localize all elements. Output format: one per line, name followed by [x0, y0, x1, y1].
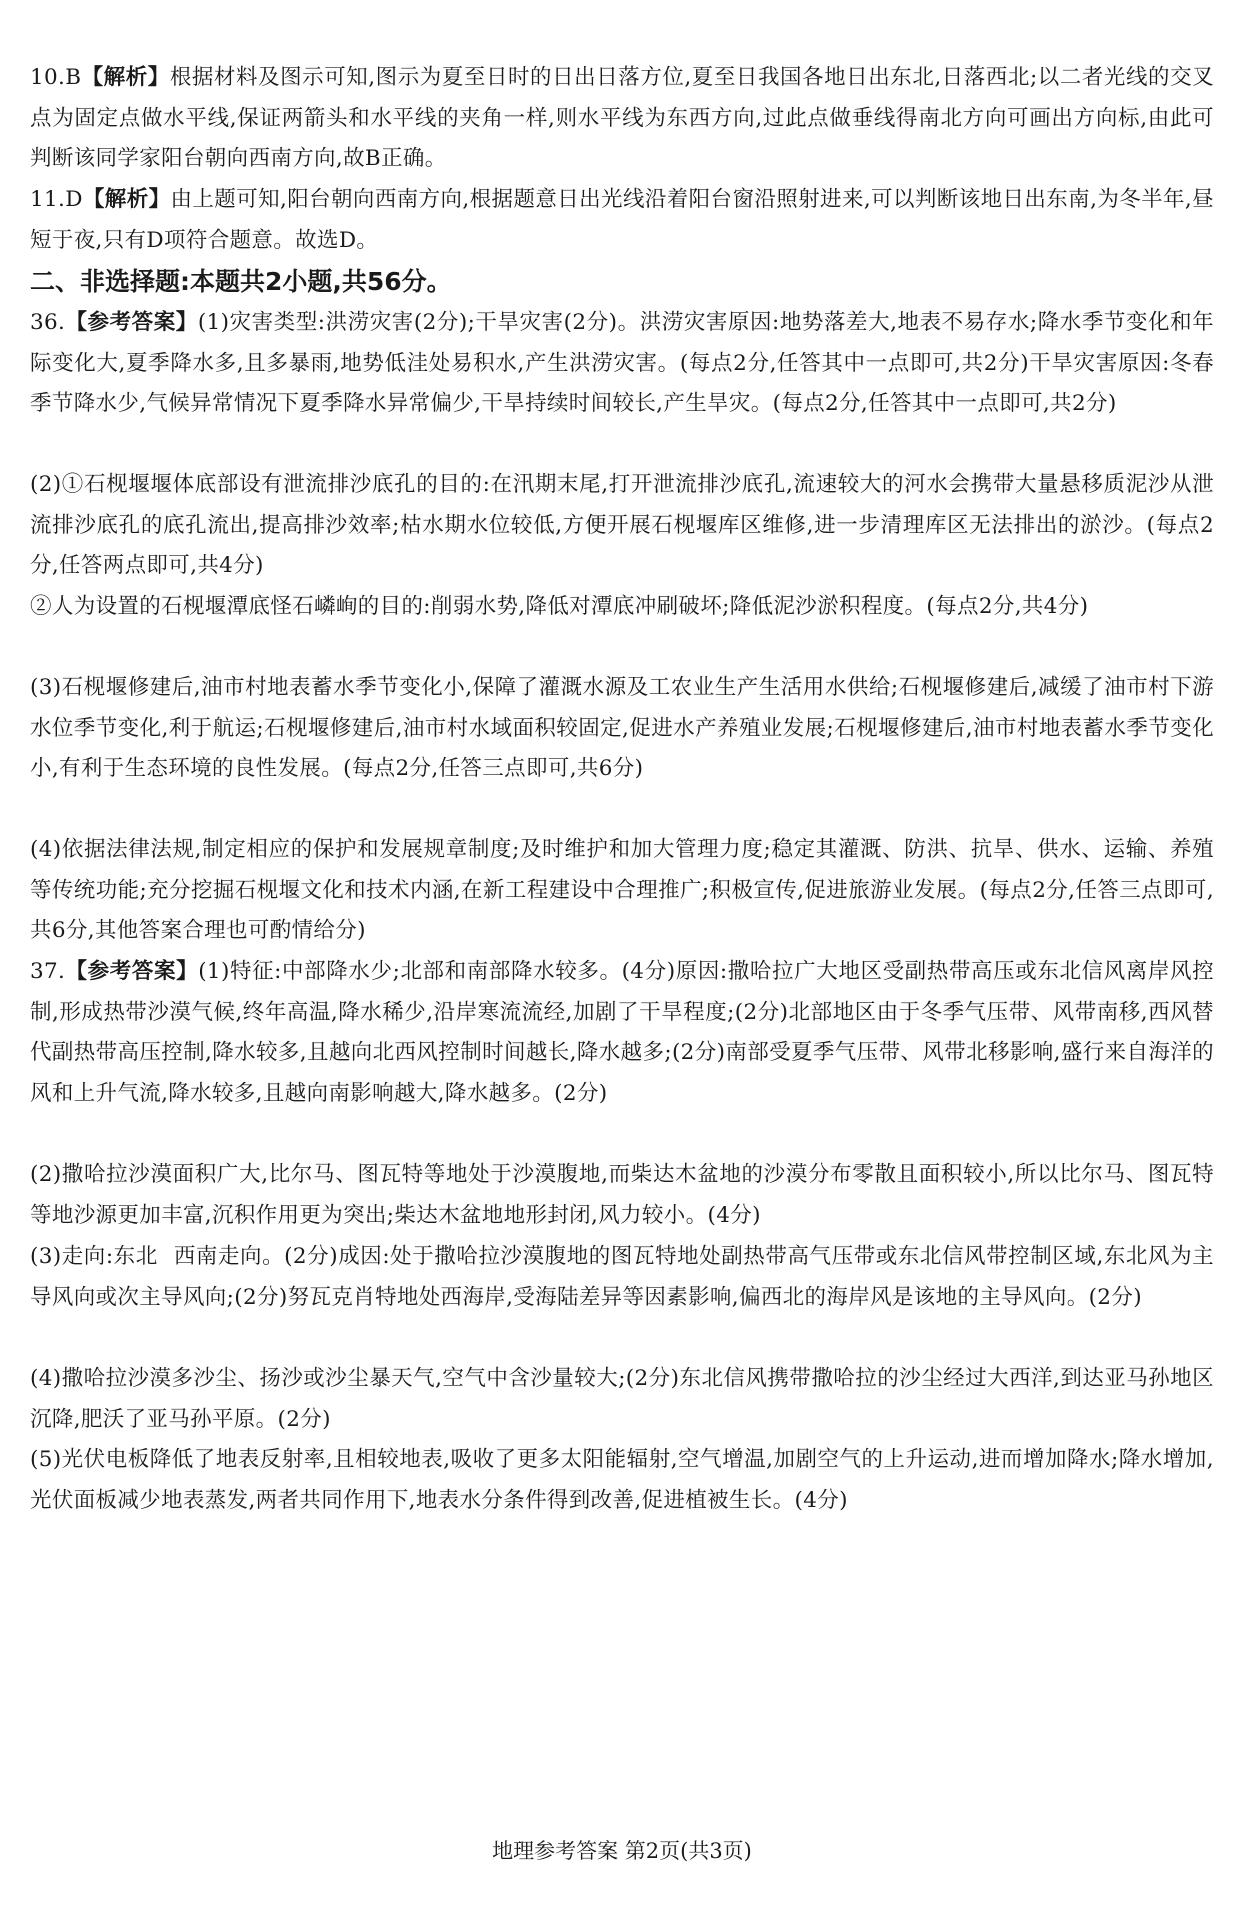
answer-36-part1 [30, 303, 1214, 425]
answer-37-part1-text: (1)特征:中部降水少;北部和南部降水较多。(4分)原因:撒哈拉广大地区受副热带高压或东北信风离岸风控制,形成热带沙漠气候,终年高温,降水稀少,沿岸寒流流经,加剧了干旱程度;(2分)北部地区由于冬季气压带、风带南移,西风替代副热带高压控制,降水较多,且越向北西风控制时间越长,降水越多;(2分)南部受夏季气压带、风带北移影响,盛行来自海洋的风和上升气流,降水较多,且越向南影响越大,降水越多。(2分) [30, 959, 1214, 1106]
answer-11 [30, 180, 1214, 261]
section-title: 二、非选择题:本题共2小题,共56分。 [30, 267, 452, 296]
answer-37-part3-text: 西南走向。(2分)成因:处于撒哈拉沙漠腹地的图瓦特地处副热带高气压带或东北信风带控制区域,东北风为主导风向或次主导风向;(2分)努瓦克肖特地处西海岸,受海陆差异等因素影响,偏西北的海岸风是该地的主导风向。(2分) [30, 1244, 1214, 1310]
answer-37-tag: 【参考答案】 [65, 959, 199, 984]
answer-36-part4: (4)依据法律法规,制定相应的保护和发展规章制度;及时维护和加大管理力度;稳定其灌溉、防洪、抗旱、供水、运输、养殖等传统功能;充分挖掘石枧堰文化和技术内涵,在新工程建设中合理推广;积极宣传,促进旅游业发展。(每点2分,任答三点即可,共6分,其他答案合理也可酌情给分) [30, 837, 1214, 944]
answer-37-part5: (5)光伏电板降低了地表反射率,且相较地表,吸收了更多太阳能辐射,空气增温,加剧空气的上升运动,进而增加降水;降水增加,光伏面板减少地表蒸发,两者共同作用下,地表水分条件得到改善,促进植被生长。(4分) [30, 1447, 1214, 1513]
answer-36-part3: (3)石枧堰修建后,油市村地表蓄水季节变化小,保障了灌溉水源及工农业生产生活用水供给;石枧堰修建后,减缓了油市村下游水位季节变化,利于航运;石枧堰修建后,油市村水域面积较固定,促进水产养殖业发展;石枧堰修建后,油市村地表蓄水季节变化小,有利于生态环境的良性发展。(每点2分,任答三点即可,共6分) [30, 675, 1214, 782]
answer-10-tag: 【解析】 [81, 65, 170, 90]
answer-36-part1-text: (1)灾害类型:洪涝灾害(2分);干旱灾害(2分)。洪涝灾害原因:地势落差大,地表不易存水;降水季节变化和年际变化大,夏季降水多,且多暴雨,地势低洼处易积水,产生洪涝灾害。(每点2分,任答其中一点即可,共2分)干旱灾害原因:冬春季节降水少,气候异常情况下夏季降水异常偏少,干旱持续时间较长,产生旱灾。(每点2分,任答其中一点即可,共2分) [30, 310, 1214, 417]
answer-37-part3 [30, 1237, 1214, 1318]
answer-37-part4: (4)撒哈拉沙漠多沙尘、扬沙或沙尘暴天气,空气中含沙量较大;(2分)东北信风携带撒哈拉的沙尘经过大西洋,到达亚马孙地区沉降,肥沃了亚马孙平原。(2分) [30, 1366, 1214, 1432]
answer-10-number: 10.B [30, 65, 82, 90]
answer-11-number: 11.D [30, 187, 83, 212]
answer-36-part2b: ②人为设置的石枧堰潭底怪石嶙峋的目的:削弱水势,降低对潭底冲刷破坏;降低泥沙淤积程度。(每点2分,共4分) [30, 594, 1089, 619]
answer-36-number: 36. [30, 310, 66, 335]
answer-10-text: 根据材料及图示可知,图示为夏至日时的日出日落方位,夏至日我国各地日出东北,日落西北;以二者光线的交叉点为固定点做水平线,保证两箭头和水平线的夹角一样,则水平线为东西方向,过此点做垂线得南北方向可画出方向标,由此可判断该同学家阳台朝向西南方向,故B正确。 [30, 65, 1214, 172]
answer-11-tag: 【解析】 [82, 187, 171, 212]
answer-37-part2: (2)撒哈拉沙漠面积广大,比尔马、图瓦特等地处于沙漠腹地,而柴达木盆地的沙漠分布零散且面积较小,所以比尔马、图瓦特等地沙源更加丰富,沉积作用更为突出;柴达木盆地地形封闭,风力较小。(4分) [30, 1162, 1214, 1228]
answer-37-part3-lead: (3)走向:东北 [30, 1244, 158, 1269]
answer-11-text: 由上题可知,阳台朝向西南方向,根据题意日出光线沿着阳台窗沿照射进来,可以判断该地日出东南,为冬半年,昼短于夜,只有D项符合题意。故选D。 [30, 187, 1214, 253]
answer-37-number: 37. [30, 959, 66, 984]
answer-37-part1 [30, 952, 1214, 1114]
answer-10 [30, 58, 1214, 180]
answer-36-part2: (2)①石枧堰堰体底部设有泄流排沙底孔的目的:在汛期末尾,打开泄流排沙底孔,流速较大的河水会携带大量悬移质泥沙从泄流排沙底孔的底孔流出,提高排沙效率;枯水期水位较低,方便开展石枧堰库区维修,进一步清理库区无法排出的淤沙。(每点2分,任答两点即可,共4分) [30, 472, 1214, 579]
answer-36-tag: 【参考答案】 [65, 310, 198, 335]
page-footer: 地理参考答案 第2页(共3页) [492, 1839, 752, 1863]
